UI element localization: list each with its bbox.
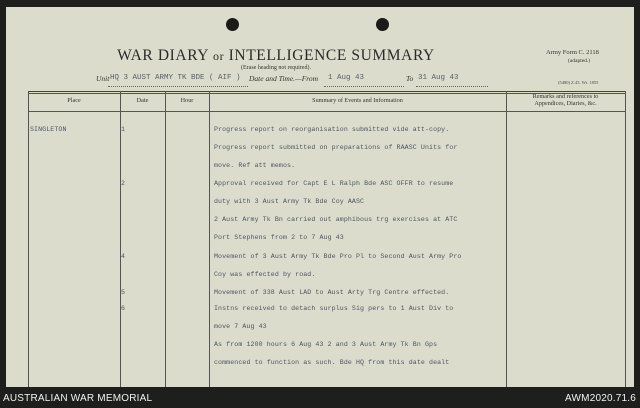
summary-line: Approval received for Capt E L Ralph Bde ASC OFFR to resume [214, 180, 454, 187]
summary-line: 2 Aust Army Tk Bn carried out amphibous trg exercises at ATC [214, 216, 458, 223]
summary-line: Progress report on reorganisation submitted vide att-copy. [214, 126, 450, 133]
summary-line: Movement of 338 Aust LAD to Aust Arty Trg Centre effected. [214, 289, 450, 296]
place-entry: SINGLETON [30, 126, 67, 133]
col-header-date: Date [136, 97, 149, 104]
form-number: Army Form C. 2118 [546, 49, 599, 56]
summary-line: Instns received to detach surplus Sig pers to 1 Aust Div to [214, 305, 454, 312]
summary-line: Progress report submitted on preparations of RAASC Units for [214, 144, 458, 151]
date-entry: 2 [121, 180, 126, 187]
table-header-rule [28, 111, 626, 112]
table-border-left [28, 91, 29, 387]
war-diary-sheet [6, 7, 634, 387]
col-divider-summary [506, 91, 507, 387]
summary-line: move 7 Aug 43 [214, 323, 267, 330]
summary-line: As from 1200 hours 6 Aug 43 2 and 3 Aust Army Tk Bn Gps [214, 341, 438, 348]
footer-credit: AUSTRALIAN WAR MEMORIAL [3, 393, 153, 404]
form-subtitle: (Erase heading not required). [241, 65, 311, 71]
date-entry: 6 [121, 305, 126, 312]
form-number-note: (adapted.) [568, 58, 591, 64]
summary-line: move. Ref att memos. [214, 162, 296, 169]
unit-underline [108, 86, 248, 87]
date-to-value: 31 Aug 43 [418, 74, 459, 82]
col-divider-place [120, 91, 121, 387]
unit-label: Unit [96, 74, 110, 83]
col-header-hour: Hour [180, 97, 194, 104]
summary-line: Movement of 3 Aust Army Tk Bde Pro Pl to Second Aust Army Pro [214, 253, 462, 260]
punch-hole-right [376, 18, 389, 31]
table-top-rule [28, 91, 626, 92]
date-entry: 5 [121, 289, 126, 296]
col-header-place: Place [67, 97, 81, 104]
print-reference: (5480) Z.43. Wt. 1855 [558, 80, 599, 85]
summary-line: Coy was effected by road. [214, 271, 316, 278]
date-entry: 1 [121, 126, 126, 133]
col-header-remarks: Remarks and references to Appendices, Diaries, &c. [532, 93, 599, 107]
date-label: Date and Time.—From [249, 74, 319, 83]
table-border-right [625, 91, 626, 387]
col-divider-date [165, 91, 166, 387]
footer-accession-number: AWM2020.71.6 [565, 393, 636, 404]
col-divider-hour [209, 91, 210, 387]
summary-line: commenced to function as such. Bde HQ from this date dealt [214, 359, 450, 366]
date-from-value: 1 Aug 43 [328, 74, 365, 82]
col-header-summary: Summary of Events and Information [312, 97, 403, 104]
form-title: WAR DIARY or INTELLIGENCE SUMMARY [117, 47, 435, 64]
to-underline [416, 86, 488, 87]
summary-line: duty with 3 Aust Army Tk Bde Coy AASC [214, 198, 365, 205]
to-label: To [406, 74, 414, 83]
summary-line: Port Stephens from 2 to 7 Aug 43 [214, 234, 344, 241]
from-underline [324, 86, 404, 87]
date-entry: 4 [121, 253, 126, 260]
punch-hole-left [226, 18, 239, 31]
unit-value: HQ 3 AUST ARMY TK BDE ( AIF ) [110, 74, 241, 82]
